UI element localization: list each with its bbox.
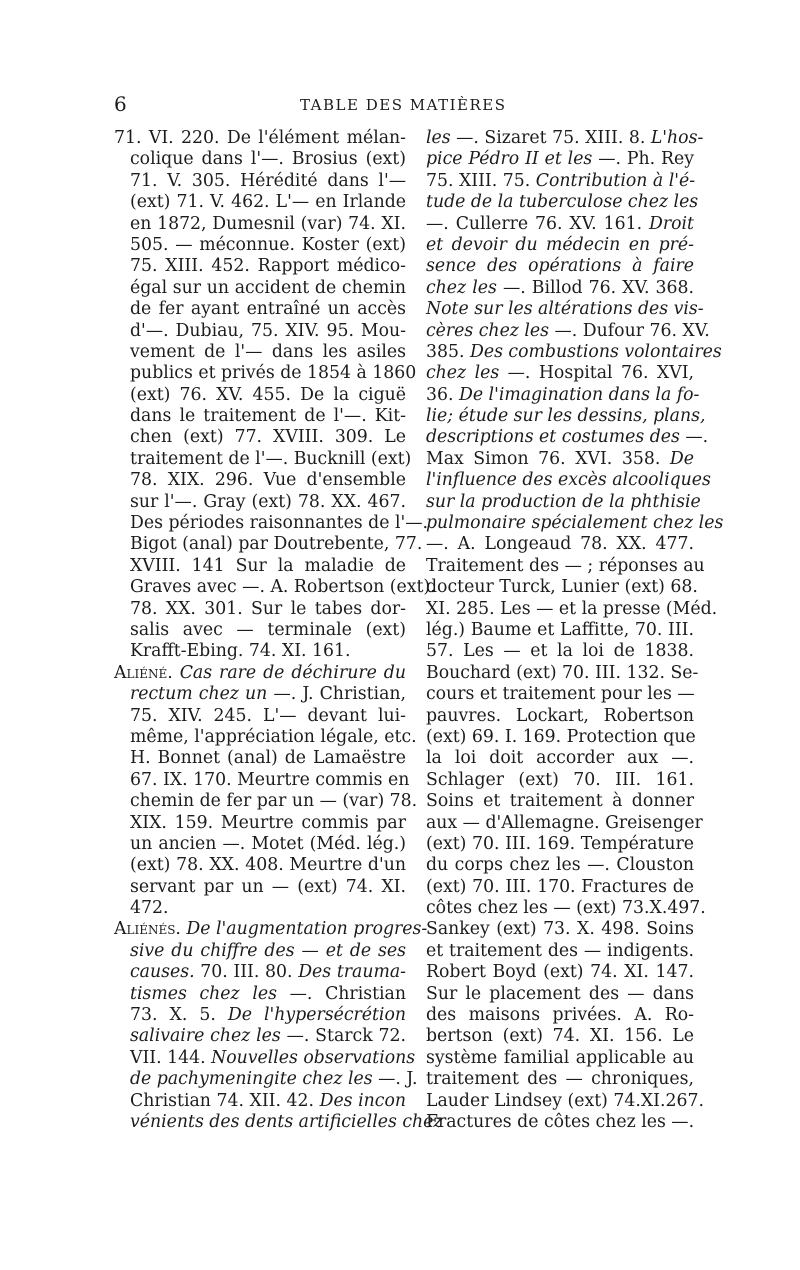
line-text: 36. <box>426 384 459 405</box>
text-line <box>426 919 694 940</box>
line-text: 505. — méconnue. Koster (ext) <box>130 234 406 255</box>
text-line <box>426 1026 694 1047</box>
italic-text: Droit <box>649 213 694 234</box>
text-line <box>114 235 406 256</box>
line-text: 472. <box>130 898 169 919</box>
text-line <box>114 470 406 491</box>
line-text: 385. <box>426 341 470 362</box>
text-line <box>426 855 694 876</box>
page-number: 6 <box>114 92 127 116</box>
text-line <box>114 1111 443 1133</box>
text-line <box>114 726 417 748</box>
text-line <box>426 1048 694 1069</box>
text-line <box>426 662 699 684</box>
text-line <box>114 941 406 962</box>
text-line <box>114 1005 406 1026</box>
text-line <box>426 898 706 919</box>
italic-text: pulmonaire spécialement chez les <box>426 513 724 534</box>
line-text: un ancien —. Motet (Méd. lég.) <box>130 833 406 854</box>
text-line <box>426 299 704 320</box>
italic-text: Des incon <box>319 1090 406 1111</box>
line-text: 78. XIX. 296. Vue d'ensemble <box>130 470 406 491</box>
text-line <box>114 256 406 277</box>
running-head: TABLE DES MATIÈRES <box>300 96 507 114</box>
text-line <box>426 214 694 235</box>
line-text: cours et traitement pour les — <box>426 684 695 705</box>
line-text: VII. 144. <box>130 1047 212 1068</box>
text-line <box>114 342 406 363</box>
text-line <box>426 877 694 898</box>
line-text: H. Bonnet (anal) de Lamaëstre <box>130 748 406 769</box>
text-line <box>426 470 711 491</box>
text-line <box>426 341 722 363</box>
italic-text: causes. <box>130 962 201 983</box>
italic-text: De l'augmentation progres- <box>186 919 428 940</box>
text-line <box>114 321 406 342</box>
italic-text: L'hos- <box>650 128 704 148</box>
line-text: salis avec — terminale (ext) <box>130 619 406 640</box>
line-text: publics et privés de 1854 à 1860 <box>130 363 417 384</box>
line-text: 75. XIV. 245. L'— devant lui- <box>130 705 406 726</box>
italic-text: vénients des dents artificielles chez <box>130 1111 443 1132</box>
line-text: colique dans l'—. Brosius (ext) <box>130 149 406 170</box>
line-text: Bouchard (ext) 70. III. 132. Se- <box>426 662 699 683</box>
italic-text: Des combustions volontaires <box>469 341 722 362</box>
line-text: 70. III. 80. <box>200 962 299 983</box>
line-text: —. Ph. Rey <box>598 149 695 170</box>
line-text: aux — d'Allemagne. Greisenger <box>426 812 703 833</box>
italic-text: rectum chez un <box>130 684 274 705</box>
text-line <box>114 706 406 727</box>
text-line <box>114 791 418 812</box>
line-text: la loi doit accorder aux —. <box>426 748 694 769</box>
italic-text: sur la production de la phthisie <box>426 491 701 512</box>
line-text: —. Starck 72. <box>286 1026 406 1047</box>
text-line <box>426 256 694 277</box>
text-line <box>114 128 406 149</box>
text-line <box>426 491 701 513</box>
line-text: Soins et traitement à donner <box>426 791 694 812</box>
line-text: docteur Turck, Lunier (ext) 68. <box>426 577 698 598</box>
text-line <box>426 684 694 705</box>
line-text: d'—. Dubiau, 75. XIV. 95. Mou- <box>130 320 406 341</box>
text-line <box>114 1026 406 1047</box>
italic-text: pice Pédro II et les <box>426 149 599 170</box>
text-line <box>114 919 428 940</box>
text-line <box>426 384 700 406</box>
line-text: (ext) 71. V. 462. L'— en Irlande <box>130 192 406 213</box>
text-line <box>114 427 406 448</box>
line-text: 75. XIII. 75. <box>426 170 536 191</box>
line-text: —. Christian <box>289 983 406 1004</box>
text-line <box>426 534 694 555</box>
line-text: sur l'—. Gray (ext) 78. XX. 467. <box>130 491 406 512</box>
entry-heading: Aliénés. <box>114 919 187 940</box>
line-text: même, l'appréciation légale, etc. <box>130 726 417 747</box>
text-line <box>114 641 406 662</box>
italic-text: sence des opérations à faire <box>426 256 694 277</box>
line-text: Max Simon 76. XVI. 358. <box>426 448 670 469</box>
line-text: dans le traitement de l'—. Kit- <box>130 406 406 427</box>
line-text: —. Sizaret 75. XIII. 8. <box>456 128 651 148</box>
text-line <box>114 748 406 769</box>
text-line <box>426 791 694 812</box>
text-line <box>426 770 694 791</box>
text-line <box>426 128 704 149</box>
line-text: Graves avec —. A. Robertson (ext). <box>130 577 436 598</box>
line-text: bertson (ext) 74. XI. 156. Le <box>426 1026 694 1047</box>
text-line <box>114 534 423 555</box>
line-text: chen (ext) 77. XVIII. 309. Le <box>130 427 406 448</box>
italic-text: chez les <box>426 277 503 298</box>
text-line <box>114 599 406 620</box>
line-text: —. Hospital 76. XVI, <box>507 363 695 384</box>
line-text: (ext) 70. III. 170. Fractures de <box>426 876 694 897</box>
line-text: Sur le placement des — dans <box>426 983 694 1004</box>
line-text: XIX. 159. Meurtre commis par <box>130 812 406 833</box>
text-line <box>114 556 406 577</box>
line-text: 73. X. 5. <box>130 1005 228 1026</box>
text-line <box>426 363 694 384</box>
text-line <box>426 171 694 192</box>
line-text: XVIII. 141 Sur la maladie de <box>130 555 406 576</box>
text-line <box>426 941 694 962</box>
text-line <box>114 898 406 919</box>
line-text: Schlager (ext) 70. III. 161. <box>426 769 694 790</box>
line-text: —. <box>685 427 709 448</box>
text-line <box>426 406 706 427</box>
text-line <box>426 1090 704 1112</box>
line-text: Christian 74. XII. 42. <box>130 1090 320 1111</box>
text-line <box>426 706 694 727</box>
text-line <box>114 214 406 235</box>
line-text: des maisons privées. A. Ro- <box>426 1005 694 1026</box>
text-line <box>426 449 694 470</box>
text-line <box>426 149 694 170</box>
line-text: Des périodes raisonnantes de l'—. <box>130 513 429 534</box>
line-text: Fractures de côtes chez les —. <box>426 1111 695 1132</box>
line-text: et traitement des — indigents. <box>426 940 694 961</box>
text-line <box>114 299 406 320</box>
italic-text: lie; étude sur les dessins, plans, <box>426 406 706 427</box>
text-line <box>114 1069 418 1090</box>
line-text: Krafft-Ebing. 74. XI. 161. <box>130 641 351 662</box>
text-line <box>426 278 694 299</box>
italic-text: De <box>669 448 694 469</box>
text-line <box>114 577 436 598</box>
line-text: —. Dufour 76. XV. <box>554 320 710 341</box>
text-line <box>114 813 406 834</box>
line-text: 67. IX. 170. Meurtre commis en <box>130 769 410 790</box>
text-line <box>426 513 724 534</box>
text-line <box>426 984 694 1005</box>
line-text: traitement de l'—. Bucknill (ext) <box>130 448 412 469</box>
italic-text: Des trauma- <box>298 962 406 983</box>
line-text: 71. V. 305. Hérédité dans l'— <box>130 170 406 191</box>
line-text: 57. Les — et la loi de 1838. <box>426 641 694 662</box>
line-text: servant par un — (ext) 74. XI. <box>130 876 406 897</box>
italic-text: l'influence des excès alcooliques <box>426 470 711 491</box>
right-column <box>426 128 724 1133</box>
line-text: (ext) 76. XV. 455. De la ciguë <box>130 384 406 405</box>
text-line <box>426 1005 694 1026</box>
text-line <box>426 320 710 342</box>
line-text: côtes chez les — (ext) 73.X.497. <box>426 898 706 919</box>
italic-text: chez les <box>426 363 508 384</box>
text-line <box>114 877 406 898</box>
italic-text: Contribution à l'é- <box>535 170 696 191</box>
line-text: 78. XX. 301. Sur le tabes dor- <box>130 598 406 619</box>
text-line <box>114 1091 406 1112</box>
line-text: Bigot (anal) par Doutrebente, 77. <box>130 534 423 555</box>
text-line <box>114 620 406 641</box>
line-text: Lauder Lindsey (ext) 74.XI.267. <box>426 1090 704 1111</box>
italic-text: salivaire chez les <box>130 1026 287 1047</box>
italic-text: et devoir du médecin en pré- <box>426 234 694 255</box>
line-text: Traitement des — ; réponses au <box>426 555 705 576</box>
italic-text: de pachymeningite chez les <box>130 1069 379 1090</box>
line-text: traitement des — chroniques, <box>426 1069 694 1090</box>
text-line <box>114 984 406 1005</box>
text-line <box>426 577 698 598</box>
line-text: de fer ayant entraîné un accès <box>130 299 406 320</box>
line-text: —. Billod 76. XV. 368. <box>502 277 695 298</box>
text-line <box>114 406 406 427</box>
italic-text: Nouvelles observations <box>211 1047 416 1068</box>
text-line <box>114 1047 416 1069</box>
text-line <box>114 834 406 855</box>
text-line <box>114 192 406 213</box>
italic-text: sive du chiffre des — et de ses <box>130 940 406 961</box>
text-line <box>114 278 406 299</box>
text-line <box>114 171 406 192</box>
text-line <box>426 192 699 213</box>
line-text: en 1872, Dumesnil (var) 74. XI. <box>130 213 406 234</box>
line-text: —. J. <box>378 1069 418 1090</box>
line-text: —. J. Christian, <box>273 684 406 705</box>
text-line <box>426 812 703 834</box>
text-line <box>114 448 412 470</box>
italic-text: De l'imagination dans la fo- <box>458 384 700 405</box>
text-line <box>426 235 694 256</box>
text-line <box>426 1112 694 1133</box>
line-text: lég.) Baume et Laffitte, 70. III. <box>426 619 694 640</box>
line-text: 75. XIII. 452. Rapport médico- <box>130 256 406 277</box>
line-text: chemin de fer par un — (var) 78. <box>130 791 418 812</box>
line-text: 71. VI. 220. De l'élément mélan- <box>114 128 406 148</box>
text-line <box>426 962 694 983</box>
italic-text: cères chez les <box>426 320 555 341</box>
line-text: XI. 285. Les — et la presse (Méd. <box>426 598 718 619</box>
text-line <box>426 620 694 641</box>
text-line <box>114 962 406 983</box>
text-line <box>114 363 417 384</box>
line-text: (ext) 69. I. 169. Protection que <box>426 726 696 747</box>
line-text: système familial applicable au <box>426 1047 694 1068</box>
italic-text: tismes chez les <box>130 983 290 1004</box>
text-line <box>114 492 406 513</box>
italic-text: les <box>426 128 457 148</box>
text-line <box>426 427 709 448</box>
text-line <box>426 641 694 662</box>
line-text: Sankey (ext) 73. X. 498. Soins <box>426 919 694 940</box>
text-line <box>426 598 718 620</box>
italic-text: descriptions et costumes des <box>426 427 686 448</box>
text-line <box>426 1069 694 1090</box>
line-text: du corps chez les —. Clouston <box>426 855 694 876</box>
text-line <box>426 727 694 748</box>
text-line <box>114 149 406 170</box>
text-line <box>114 385 406 406</box>
text-line <box>426 834 694 855</box>
text-line <box>114 513 429 534</box>
line-text: pauvres. Lockart, Robertson <box>426 705 694 726</box>
text-line <box>426 555 705 577</box>
italic-text: Note sur les altérations des vis- <box>426 299 704 320</box>
italic-text: De l'hypersécrétion <box>227 1005 406 1026</box>
text-line <box>114 663 406 684</box>
text-line <box>426 748 694 769</box>
entry-heading: Aliéné. <box>114 662 180 683</box>
text-line <box>114 684 406 705</box>
line-text: égal sur un accident de chemin <box>130 277 406 298</box>
line-text: Robert Boyd (ext) 74. XI. 147. <box>426 962 694 983</box>
line-text: (ext) 70. III. 169. Température <box>426 833 694 854</box>
line-text: —. Cullerre 76. XV. 161. <box>426 213 649 234</box>
text-line <box>114 855 406 876</box>
italic-text: tude de la tuberculose chez les <box>426 192 699 213</box>
text-line <box>114 769 410 791</box>
line-text: (ext) 78. XX. 408. Meurtre d'un <box>130 855 406 876</box>
italic-text: Cas rare de déchirure du <box>179 662 407 683</box>
line-text: —. A. Longeaud 78. XX. 477. <box>426 534 694 555</box>
line-text: vement de l'— dans les asiles <box>130 341 406 362</box>
